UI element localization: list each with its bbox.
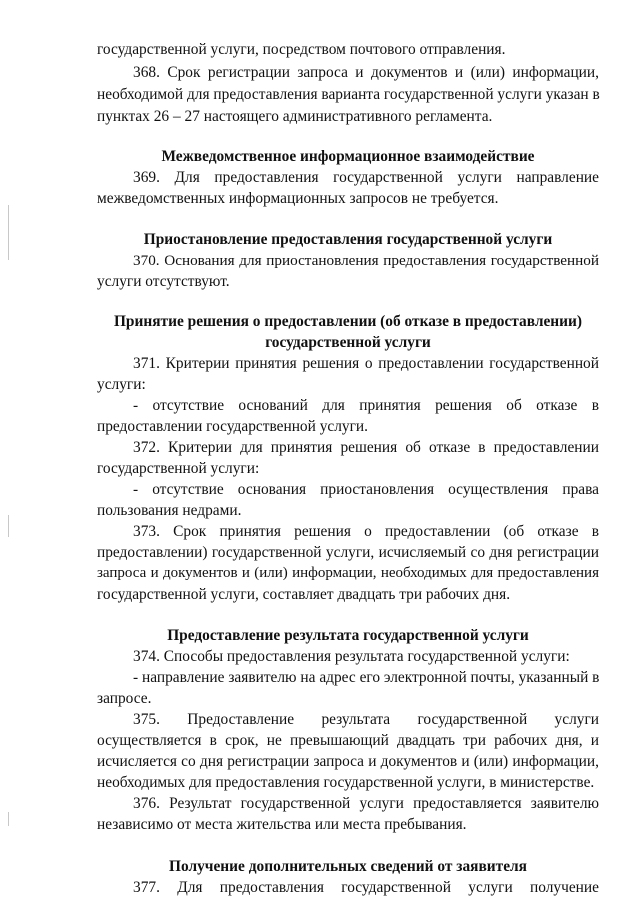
text-line: государственной услуги, составляет двадцать три рабочих дня. xyxy=(97,586,511,603)
section-heading: Предоставление результата государственной услуги xyxy=(167,627,529,644)
list-item-line: - отсутствие оснований для принятия решения об отказе в xyxy=(133,397,599,414)
text-line: межведомственных информационных запросов не требуется. xyxy=(97,190,499,207)
scan-artifact-mark xyxy=(8,515,9,537)
section-heading: Приостановление предоставления государственной услуги xyxy=(143,231,553,248)
paragraph-371-first-line: 371. Критерии принятия решения о предоставлении государственной xyxy=(133,355,599,372)
paragraph-375-first-line: 375. Предоставление результата государственной услуги xyxy=(133,711,599,728)
list-item-line: - направление заявителю на адрес его электронной почты, указанный в xyxy=(133,669,600,686)
text-line: предоставлении государственной услуги. xyxy=(97,418,369,435)
paragraph-372-first-line: 372. Критерии для принятия решения об отказе в предоставлении xyxy=(133,439,599,456)
text-line: предоставлении) государственной услуги, исчисляемый со дня регистрации xyxy=(97,544,599,561)
section-heading: Межведомственное информационное взаимодействие xyxy=(161,148,535,165)
paragraph-373-first-line: 373. Срок принятия решения о предоставлении (об отказе в xyxy=(133,523,599,540)
paragraph-368-first-line: 368. Срок регистрации запроса и документов и (или) информации, xyxy=(133,64,599,81)
paragraph-377-first-line: 377. Для предоставления государственной услуги получение xyxy=(133,879,599,896)
paragraph-370-first-line: 370. Основания для приостановления предоставления государственной xyxy=(133,252,599,269)
section-heading: Принятие решения о предоставлении (об отказе в предоставлении) xyxy=(113,313,583,330)
paragraph-369-first-line: 369. Для предоставления государственной услуги направление xyxy=(133,169,599,186)
list-item-line: - отсутствие основания приостановления осуществления права xyxy=(133,481,599,498)
section-heading: государственной услуги xyxy=(265,334,431,351)
text-line: услуги отсутствуют. xyxy=(97,273,230,290)
text-line: государственной услуги, посредством почтового отправления. xyxy=(97,41,506,58)
text-line: независимо от места жительства или места пребывания. xyxy=(97,816,467,833)
text-line: осуществляется в срок, не превышающий двадцать три рабочих дня, и xyxy=(97,732,599,749)
text-line: услуги: xyxy=(97,376,146,393)
section-heading: Получение дополнительных сведений от заявителя xyxy=(169,858,527,875)
scan-artifact-mark xyxy=(8,812,9,826)
text-line: запросе. xyxy=(97,690,152,707)
scan-artifact-mark xyxy=(8,205,9,260)
paragraph-374-first-line: 374. Способы предоставления результата государственной услуги: xyxy=(133,648,570,665)
text-line: необходимой для предоставления варианта государственной услуги указан в xyxy=(97,86,600,103)
text-line: пунктах 26 – 27 настоящего административного регламента. xyxy=(97,108,493,125)
text-line: запроса и документов и (или) информации, необходимых для предоставления xyxy=(97,565,599,581)
text-line: необходимых для предоставления государственной услуги, в министерстве. xyxy=(97,774,595,791)
text-line: государственной услуги: xyxy=(97,460,260,477)
paragraph-376-first-line: 376. Результат государственной услуги предоставляется заявителю xyxy=(133,795,599,812)
text-line: исчисляется со дня регистрации запроса и документов и (или) информации, xyxy=(97,753,599,770)
text-line: пользования недрами. xyxy=(97,502,242,519)
